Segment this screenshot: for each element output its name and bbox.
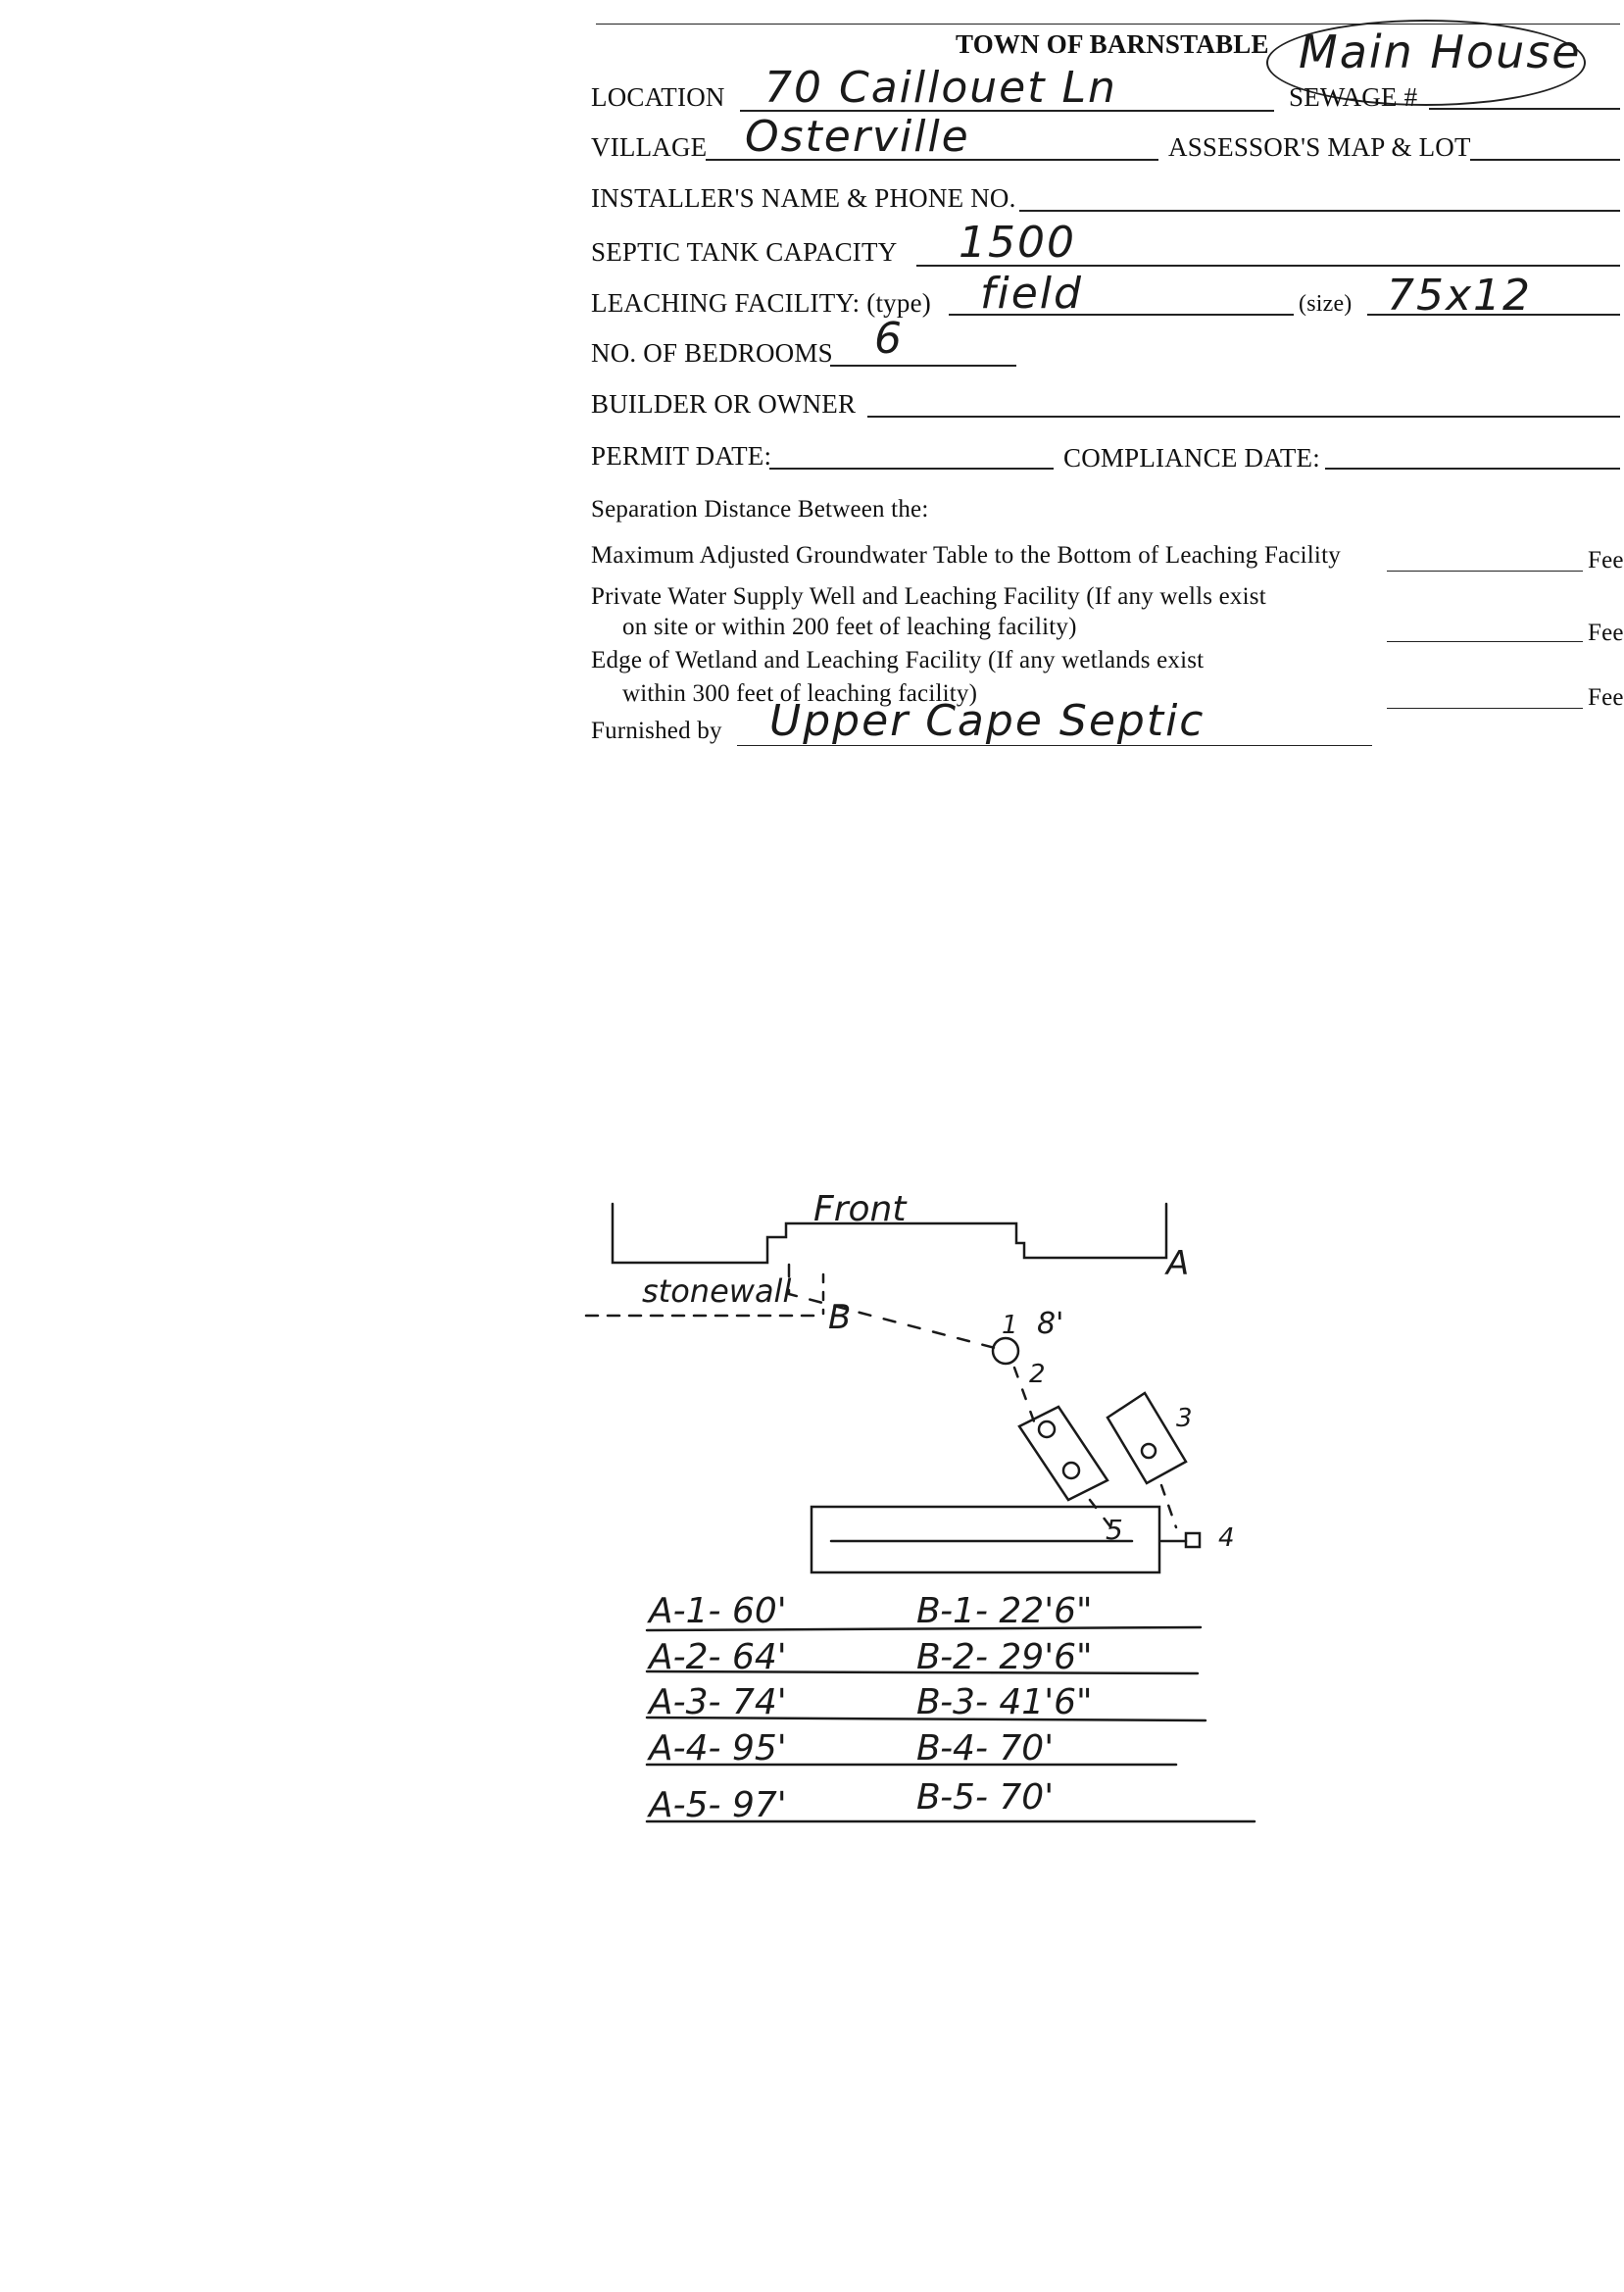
tank-label-5: 5 [1106,1514,1123,1546]
measure-a1: A-1- 60' [649,1591,787,1631]
size-label: (size) [1299,291,1353,317]
installer-label: INSTALLER'S NAME & PHONE NO. [591,183,1016,213]
measure-b4: B-4- 70' [916,1728,1055,1769]
stonewall-label: stonewall [642,1272,792,1310]
sep-groundwater: Maximum Adjusted Groundwater Table to the Bottom of Leaching Facility [591,542,1341,569]
pipe-house-to-tank [789,1265,995,1348]
measure-b2: B-2- 29'6" [916,1637,1093,1677]
village-label: VILLAGE [591,132,708,162]
tank-label-2: 2 [1029,1360,1046,1389]
measure-b3: B-3- 41'6" [916,1682,1093,1722]
feet-well: Fee [1588,620,1624,646]
distribution-box [1186,1533,1200,1547]
tank-2-port [1142,1444,1156,1458]
distance-8-label: 8' [1037,1307,1064,1341]
town-title: TOWN OF BARNSTABLE [956,29,1269,59]
feet-groundwater: Fee [1588,547,1624,573]
bedrooms-label: NO. OF BEDROOMS [591,338,833,368]
septic-value: 1500 [959,218,1076,268]
pipe-tank2-to-field [1161,1485,1176,1527]
tank-label-1: 1 [1002,1311,1018,1340]
location-value: 70 Caillouet Ln [764,63,1117,113]
main-house-note: Main House [1299,25,1582,78]
location-label: LOCATION [591,82,725,112]
junction-circle [993,1338,1018,1364]
tank-2 [1107,1393,1186,1483]
measure-a2: A-2- 64' [649,1637,787,1677]
front-label: Front [813,1189,907,1229]
measure-b5: B-5- 70' [916,1777,1055,1818]
point-a-label: A [1166,1244,1190,1283]
tank-label-4: 4 [1218,1523,1235,1553]
builder-label: BUILDER OR OWNER [591,389,857,419]
measure-a5: A-5- 97' [649,1785,787,1825]
feet-wetland: Fee [1588,684,1624,711]
point-b-label: B [828,1298,852,1337]
leaching-type-value: field [980,269,1083,319]
measure-b1: B-1- 22'6" [916,1591,1093,1631]
tank-1-port-b [1063,1463,1079,1478]
sep-wetland-line1: Edge of Wetland and Leaching Facility (If any wetlands exist [591,647,1205,673]
sep-wetland-line2: within 300 feet of leaching facility) [622,680,978,707]
tank-label-3: 3 [1176,1404,1193,1433]
permit-label: PERMIT DATE: [591,441,772,471]
sep-well-line1: Private Water Supply Well and Leaching Facility (If any wells exist [591,583,1266,610]
tank-1 [1019,1407,1107,1500]
sep-well-line2: on site or within 200 feet of leaching facility) [622,614,1077,640]
assessor-label: ASSESSOR'S MAP & LOT [1168,132,1471,162]
compliance-label: COMPLIANCE DATE: [1063,443,1320,473]
sewage-label: SEWAGE # [1289,82,1418,112]
septic-label: SEPTIC TANK CAPACITY [591,237,898,267]
tank-1-port-a [1039,1421,1055,1437]
furnished-label: Furnished by [591,718,722,744]
bedrooms-value: 6 [874,314,904,364]
village-value: Osterville [745,112,970,162]
measure-a3: A-3- 74' [649,1682,787,1722]
measure-a4: A-4- 95' [649,1728,787,1769]
size-value: 75x12 [1387,271,1533,321]
leaching-label: LEACHING FACILITY: (type) [591,288,931,318]
furnished-value: Upper Cape Septic [769,696,1206,746]
separation-heading: Separation Distance Between the: [591,496,929,523]
